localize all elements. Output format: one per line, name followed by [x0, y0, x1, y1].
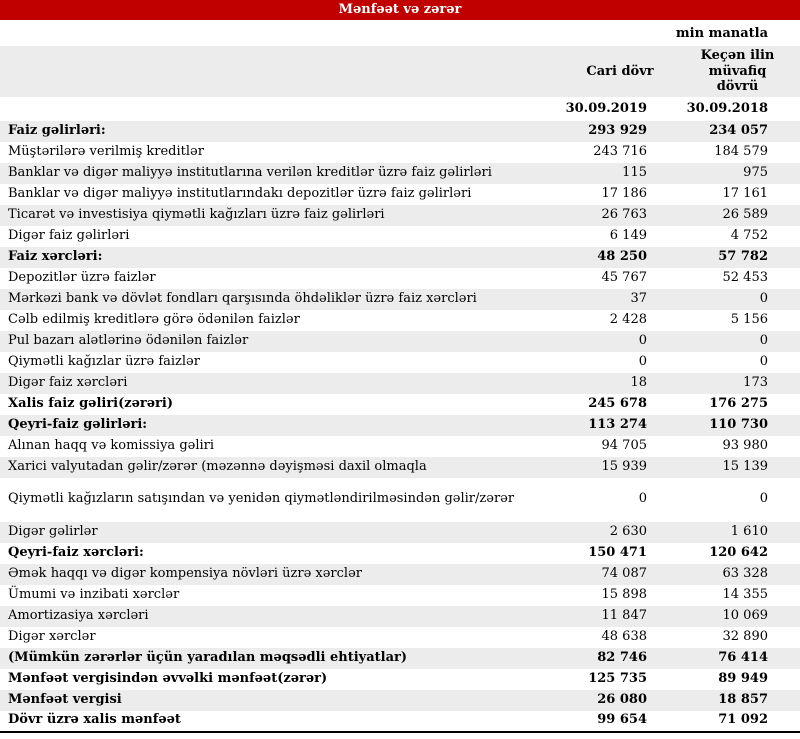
row-label: Cəlb edilmiş kreditlərə görə ödənilən faizlər	[8, 311, 300, 327]
row-label: Qiymətli kağızların satışından və yenidən qiymətləndirilməsindən gəlir/zərər	[8, 491, 515, 507]
table-row	[0, 585, 800, 606]
value-previous-period: 14 355	[722, 586, 768, 602]
current-period-header: Cari dövr	[565, 46, 675, 97]
table-row	[0, 394, 800, 415]
table-row	[0, 310, 800, 331]
table-row	[0, 415, 800, 436]
value-current-period: 113 274	[565, 415, 675, 436]
value-current-period: 26 763	[565, 205, 675, 226]
value-previous-period: 93 980	[722, 437, 768, 453]
table-row	[0, 247, 800, 268]
value-previous-period: 57 782	[675, 247, 800, 268]
row-label: Ümumi və inzibati xərclər	[8, 586, 180, 602]
value-current-period: 245 678	[588, 395, 647, 411]
value-previous-period: 0	[759, 491, 768, 507]
value-previous-period: 975	[675, 163, 800, 184]
table-row	[0, 478, 800, 522]
table-row	[0, 522, 800, 543]
row-label: Alınan haqq və komissiya gəliri	[8, 437, 215, 453]
row-label: Əmək haqqı və digər kompensiya növləri üzrə xərclər	[0, 564, 565, 585]
value-current-period: 0	[638, 491, 647, 507]
table-row	[0, 606, 800, 627]
value-current-period: 37	[565, 289, 675, 310]
table-row	[0, 226, 800, 247]
row-label: Mənfəət vergisindən əvvəlki mənfəət(zərər)	[8, 670, 328, 686]
table-row	[0, 627, 800, 648]
row-label: Xarici valyutadan gəlir/zərər (məzənnə dəyişməsi daxil olmaqla	[0, 457, 565, 478]
row-label: Digər xərclər	[8, 628, 96, 644]
value-current-period: 45 767	[601, 269, 647, 285]
value-previous-period: 10 069	[675, 606, 800, 627]
value-current-period: 17 186	[601, 185, 647, 201]
value-previous-period: 0	[759, 353, 768, 369]
date-header-row	[0, 97, 800, 121]
unit-note: min manatla	[675, 26, 768, 41]
value-previous-period: 0	[675, 331, 800, 352]
value-current-period: 6 149	[609, 227, 647, 243]
value-previous-period: 5 156	[730, 311, 768, 327]
value-previous-period: 110 730	[675, 415, 800, 436]
row-label: Qeyri-faiz gəlirləri:	[0, 415, 565, 436]
value-previous-period: 120 642	[709, 544, 768, 560]
row-label: Qiymətli kağızlar üzrə faizlər	[8, 353, 200, 369]
value-current-period: 11 847	[565, 606, 675, 627]
profit-loss-table	[0, 46, 800, 733]
row-label: Ticarət və investisiya qiymətli kağızları üzrə faiz gəlirləri	[0, 205, 565, 226]
value-previous-period: 1 610	[675, 522, 800, 543]
table-row	[0, 457, 800, 478]
value-current-period: 293 929	[565, 121, 675, 142]
table-row	[0, 373, 800, 394]
value-current-period: 115	[565, 163, 675, 184]
row-label: Amortizasiya xərcləri	[0, 606, 565, 627]
row-label: Xalis faiz gəliri(zərəri)	[8, 395, 173, 411]
row-label: Qeyri-faiz xərcləri:	[8, 544, 144, 560]
value-previous-period: 234 057	[675, 121, 800, 142]
value-previous-period: 173	[675, 373, 800, 394]
table-row	[0, 289, 800, 310]
row-label: Dövr üzrə xalis mənfəət	[0, 711, 565, 732]
table-row	[0, 331, 800, 352]
value-previous-period: 71 092	[675, 711, 800, 732]
value-previous-period: 76 414	[675, 648, 800, 669]
title-bar: Mənfəət və zərər	[0, 0, 800, 20]
value-current-period: 15 939	[565, 457, 675, 478]
row-label: Pul bazarı alətlərinə ödənilən faizlər	[0, 331, 565, 352]
table-row	[0, 543, 800, 564]
table-row	[0, 352, 800, 373]
value-current-period: 48 638	[601, 628, 647, 644]
value-current-period: 243 716	[593, 143, 647, 159]
row-label: Banklar və digər maliyyə institutlarına verilən kreditlər üzrə faiz gəlirləri	[0, 163, 565, 184]
row-label: Digər gəlirlər	[0, 522, 565, 543]
label-column-header	[0, 46, 565, 97]
table-row	[0, 184, 800, 205]
value-current-period: 150 471	[588, 544, 647, 560]
value-current-period: 48 250	[565, 247, 675, 268]
row-label: Faiz gəlirləri:	[0, 121, 565, 142]
row-label: Faiz xərcləri:	[0, 247, 565, 268]
row-label: (Mümkün zərərlər üçün yaradılan məqsədli ehtiyatlar)	[0, 648, 565, 669]
value-previous-period: 0	[675, 289, 800, 310]
date-header-spacer	[0, 97, 565, 121]
value-previous-period: 89 949	[718, 670, 768, 686]
value-current-period: 94 705	[601, 437, 647, 453]
value-current-period: 26 080	[565, 690, 675, 711]
value-previous-period: 32 890	[722, 628, 768, 644]
value-previous-period: 4 752	[730, 227, 768, 243]
row-label: Digər faiz xərcləri	[0, 373, 565, 394]
value-current-period: 125 735	[588, 670, 647, 686]
value-previous-period: 26 589	[675, 205, 800, 226]
value-current-period: 82 746	[565, 648, 675, 669]
row-label: Banklar və digər maliyyə institutlarındakı depozitlər üzrə faiz gəlirləri	[8, 185, 472, 201]
value-previous-period: 18 857	[675, 690, 800, 711]
value-current-period: 18	[565, 373, 675, 394]
table-row	[0, 669, 800, 690]
row-label: Depozitlər üzrə faizlər	[8, 269, 156, 285]
table-row	[0, 142, 800, 163]
table-row	[0, 205, 800, 226]
value-current-period: 15 898	[601, 586, 647, 602]
value-previous-period: 17 161	[722, 185, 768, 201]
row-label: Müştərilərə verilmiş kreditlər	[8, 143, 204, 159]
table-row	[0, 648, 800, 669]
value-previous-period: 176 275	[709, 395, 768, 411]
row-label: Mərkəzi bank və dövlət fondları qarşısında öhdəliklər üzrə faiz xərcləri	[0, 289, 565, 310]
table-body	[0, 121, 800, 732]
value-current-period: 0	[565, 331, 675, 352]
table-row	[0, 564, 800, 585]
table-row	[0, 121, 800, 142]
table-row	[0, 690, 800, 711]
period-header-row	[0, 46, 800, 97]
value-current-period: 0	[638, 353, 647, 369]
table-row	[0, 163, 800, 184]
value-current-period: 74 087	[565, 564, 675, 585]
previous-period-header: Keçən ilin müvafiq dövrü	[675, 46, 800, 97]
row-label: Digər faiz gəlirləri	[8, 227, 130, 243]
value-previous-period: 63 328	[675, 564, 800, 585]
value-previous-period: 52 453	[722, 269, 768, 285]
table-row	[0, 711, 800, 732]
table-row	[0, 436, 800, 457]
value-current-period: 2 630	[565, 522, 675, 543]
value-current-period: 2 428	[609, 311, 647, 327]
row-label: Mənfəət vergisi	[0, 690, 565, 711]
current-period-date: 30.09.2019	[565, 97, 675, 121]
value-previous-period: 184 579	[714, 143, 768, 159]
table-header	[0, 46, 800, 121]
value-previous-period: 15 139	[675, 457, 800, 478]
table-row	[0, 268, 800, 289]
value-current-period: 99 654	[565, 711, 675, 732]
previous-period-date: 30.09.2018	[675, 97, 800, 121]
